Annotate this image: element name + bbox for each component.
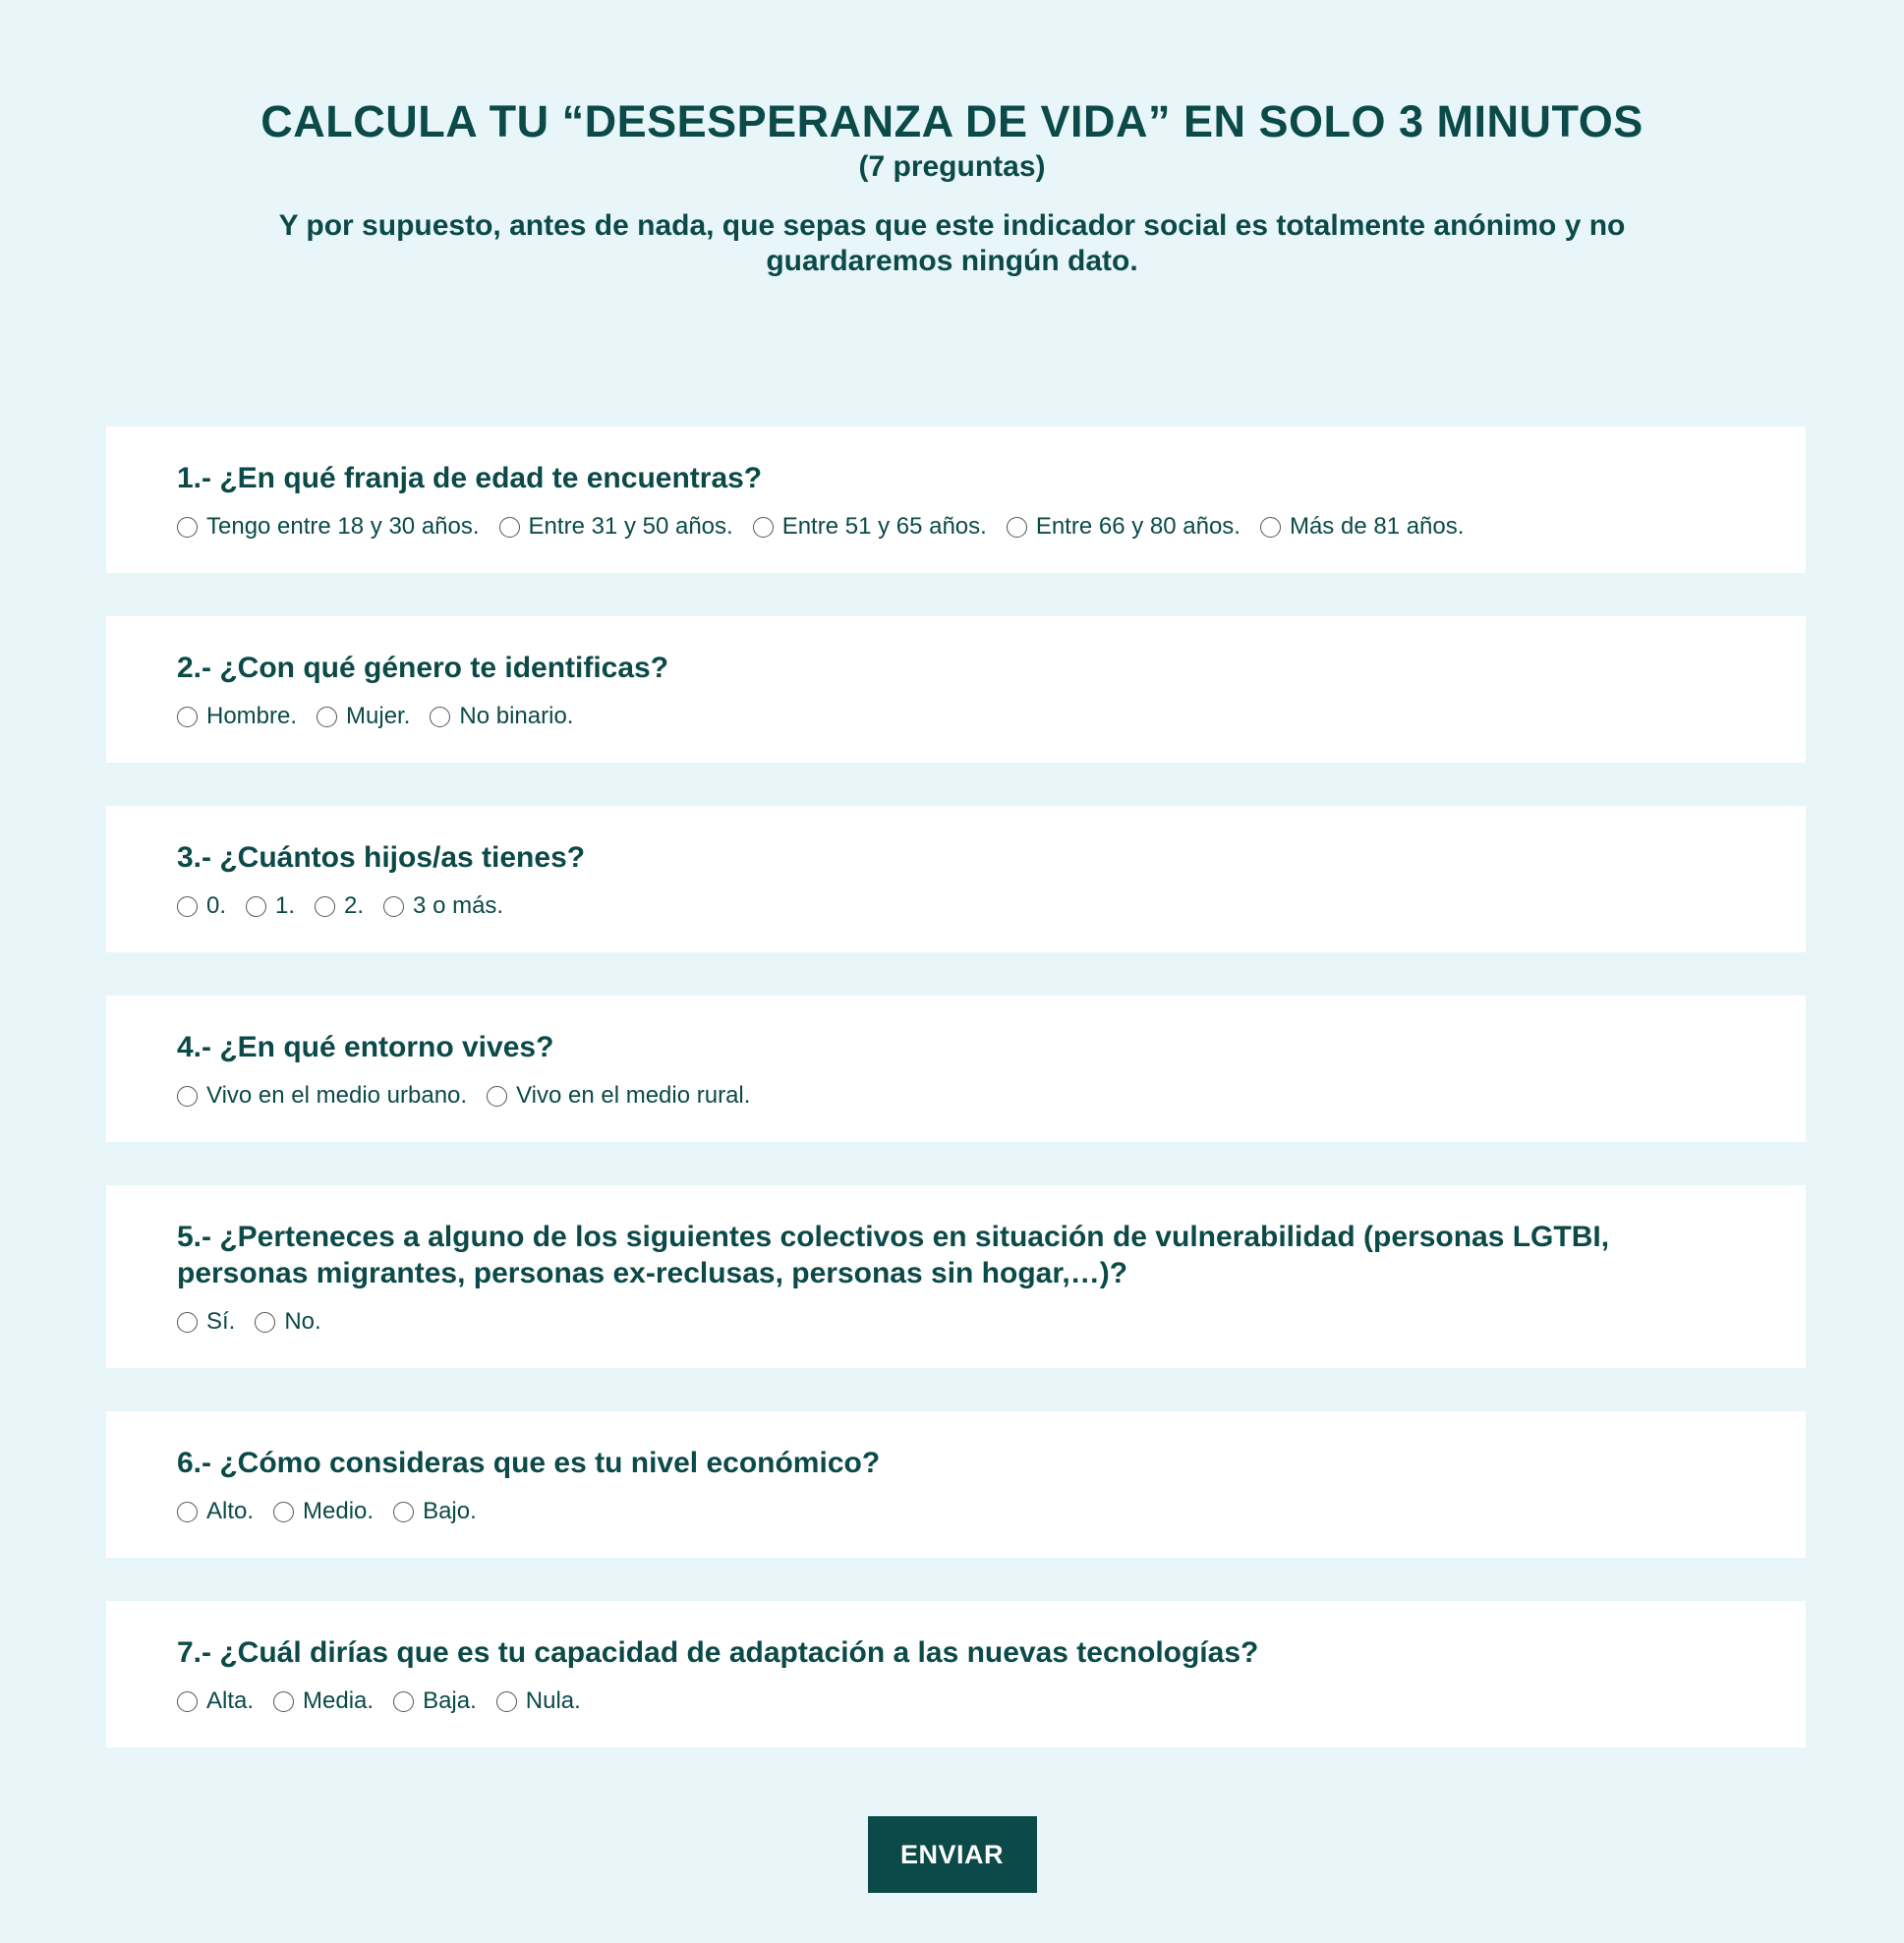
option-label: 3 o más.	[413, 892, 504, 919]
question-card-5	[106, 1185, 1806, 1368]
question-title: 7.- ¿Cuál dirías que es tu capacidad de adaptación a las nuevas tecnologías?	[177, 1636, 1259, 1669]
radio-circle-icon[interactable]	[393, 1502, 414, 1522]
question-title: 6.- ¿Cómo consideras que es tu nivel económico?	[177, 1447, 881, 1479]
option-label: Bajo.	[423, 1498, 477, 1524]
radio-option[interactable]	[393, 1497, 477, 1526]
radio-option[interactable]	[383, 891, 503, 921]
option-label: Entre 51 y 65 años.	[781, 513, 987, 540]
radio-option[interactable]	[177, 891, 226, 921]
options-group	[177, 1307, 1735, 1337]
question-title: 5.- ¿Perteneces a alguno de los siguientes colectivos en situación de vulnerabilidad (personas LGTBI, personas migrantes, personas ex-reclusas, personas sin hogar,…)?	[177, 1221, 1610, 1289]
radio-option[interactable]	[317, 702, 410, 731]
radio-circle-icon[interactable]	[273, 1691, 294, 1712]
option-label: Tengo entre 18 y 30 años.	[206, 513, 480, 540]
question-title: 1.- ¿En qué franja de edad te encuentras?	[177, 462, 763, 494]
radio-option[interactable]	[393, 1686, 477, 1716]
radio-circle-icon[interactable]	[177, 1691, 198, 1712]
radio-option[interactable]	[255, 1307, 320, 1337]
radio-option[interactable]	[430, 702, 573, 731]
options-group	[177, 1497, 1735, 1526]
radio-circle-icon[interactable]	[177, 1312, 198, 1333]
radio-option[interactable]	[315, 891, 364, 921]
page-title: CALCULA TU “DESESPERANZA DE VIDA” EN SOLO 3 MINUTOS	[260, 96, 1644, 146]
option-label: 1.	[275, 892, 296, 919]
option-label: 0.	[206, 892, 227, 919]
radio-option[interactable]	[177, 702, 297, 731]
option-label: Baja.	[423, 1687, 477, 1714]
intro-text: Y por supuesto, antes de nada, que sepas que este indicador social es totalmente anónimo y no guardaremos ningún dato.	[278, 209, 1626, 277]
option-label: Entre 31 y 50 años.	[528, 513, 733, 540]
radio-circle-icon[interactable]	[1260, 517, 1281, 538]
radio-circle-icon[interactable]	[315, 896, 335, 917]
radio-option[interactable]	[487, 1081, 750, 1111]
radio-option[interactable]	[496, 1686, 581, 1716]
radio-option[interactable]	[499, 512, 733, 542]
radio-circle-icon[interactable]	[177, 707, 198, 727]
radio-circle-icon[interactable]	[317, 707, 337, 727]
question-card-2	[106, 616, 1806, 763]
radio-option[interactable]	[177, 1686, 254, 1716]
question-card-3	[106, 806, 1806, 952]
submit-button[interactable]: ENVIAR	[868, 1816, 1037, 1893]
radio-option[interactable]	[1260, 512, 1464, 542]
option-label: Vivo en el medio rural.	[516, 1082, 751, 1109]
option-label: Hombre.	[206, 703, 298, 729]
question-card-6	[106, 1411, 1806, 1558]
option-label: Nula.	[525, 1687, 581, 1714]
options-group	[177, 1081, 1735, 1111]
option-label: No.	[284, 1308, 321, 1335]
submit-area	[0, 1816, 1904, 1893]
radio-circle-icon[interactable]	[430, 707, 450, 727]
radio-circle-icon[interactable]	[753, 517, 774, 538]
radio-circle-icon[interactable]	[177, 1086, 198, 1107]
radio-circle-icon[interactable]	[499, 517, 520, 538]
question-title: 4.- ¿En qué entorno vives?	[177, 1031, 554, 1063]
question-card-7	[106, 1601, 1806, 1747]
radio-option[interactable]	[177, 512, 480, 542]
option-label: Media.	[303, 1687, 375, 1714]
option-label: Vivo en el medio urbano.	[206, 1082, 468, 1109]
radio-option[interactable]	[177, 1081, 467, 1111]
radio-option[interactable]	[1007, 512, 1240, 542]
question-card-1	[106, 427, 1806, 573]
questions-list	[106, 427, 1806, 1791]
option-label: Sí.	[206, 1308, 236, 1335]
options-group	[177, 1686, 1735, 1716]
radio-circle-icon[interactable]	[393, 1691, 414, 1712]
question-title: 2.- ¿Con qué género te identificas?	[177, 652, 669, 684]
radio-circle-icon[interactable]	[383, 896, 404, 917]
radio-circle-icon[interactable]	[1007, 517, 1027, 538]
radio-circle-icon[interactable]	[177, 896, 198, 917]
options-group	[177, 891, 1735, 921]
radio-option[interactable]	[753, 512, 987, 542]
radio-circle-icon[interactable]	[487, 1086, 507, 1107]
radio-option[interactable]	[177, 1307, 235, 1337]
question-title: 3.- ¿Cuántos hijos/as tienes?	[177, 841, 586, 874]
option-label: Mujer.	[346, 703, 411, 729]
option-label: Más de 81 años.	[1289, 513, 1465, 540]
option-label: Medio.	[303, 1498, 375, 1524]
header	[0, 0, 1904, 279]
option-label: Entre 66 y 80 años.	[1035, 513, 1240, 540]
radio-option[interactable]	[273, 1686, 374, 1716]
options-group	[177, 512, 1735, 542]
radio-option[interactable]	[177, 1497, 254, 1526]
options-group	[177, 702, 1735, 731]
option-label: No binario.	[459, 703, 574, 729]
page-subtitle: (7 preguntas)	[858, 150, 1046, 183]
radio-circle-icon[interactable]	[177, 1502, 198, 1522]
option-label: Alto.	[206, 1498, 255, 1524]
radio-circle-icon[interactable]	[246, 896, 266, 917]
radio-option[interactable]	[273, 1497, 374, 1526]
option-label: Alta.	[206, 1687, 255, 1714]
radio-circle-icon[interactable]	[177, 517, 198, 538]
radio-circle-icon[interactable]	[273, 1502, 294, 1522]
option-label: 2.	[344, 892, 365, 919]
radio-circle-icon[interactable]	[255, 1312, 275, 1333]
radio-circle-icon[interactable]	[496, 1691, 517, 1712]
question-card-4	[106, 996, 1806, 1142]
radio-option[interactable]	[246, 891, 295, 921]
